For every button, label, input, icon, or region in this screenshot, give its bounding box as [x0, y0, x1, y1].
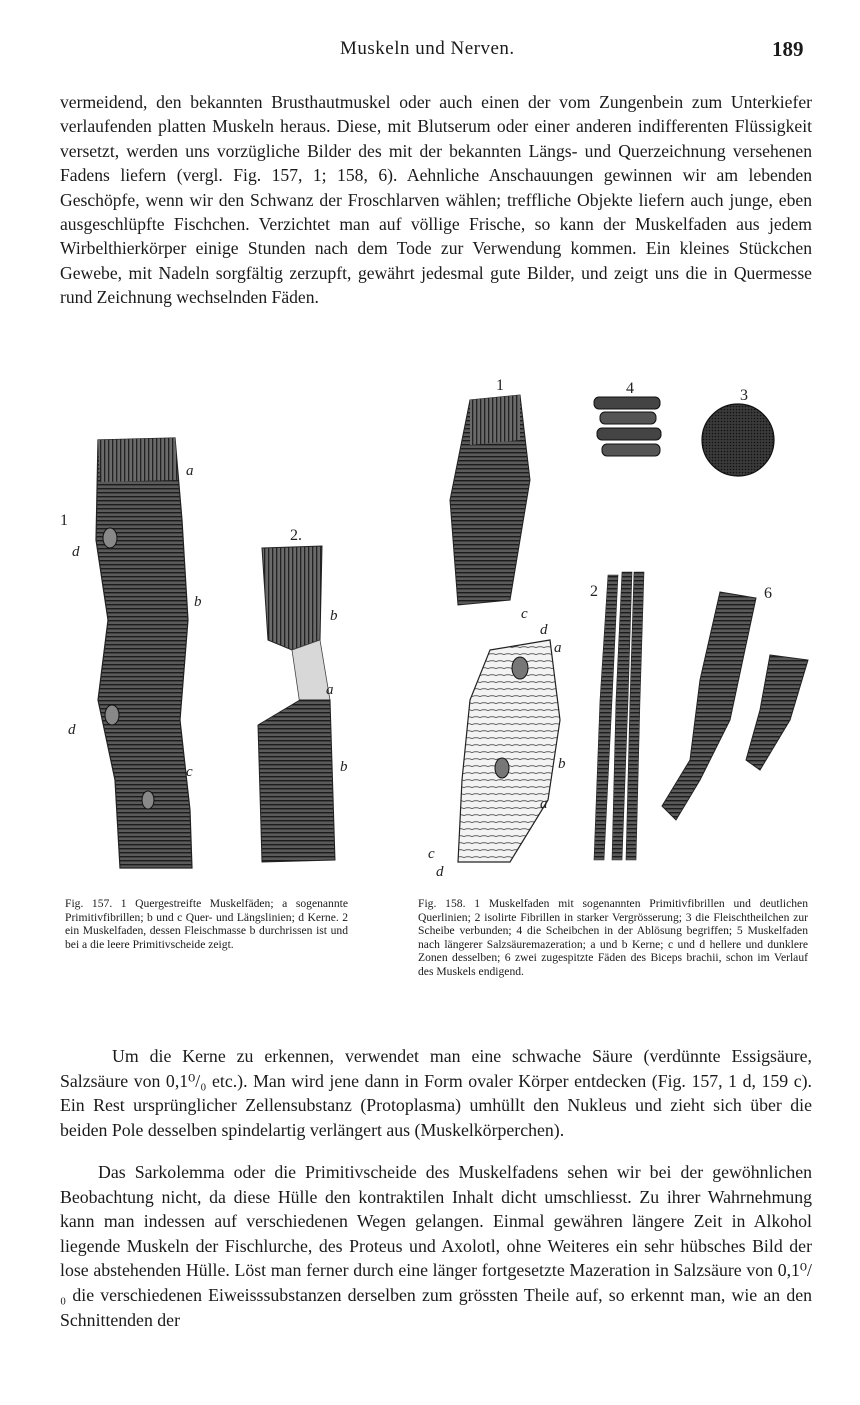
fig158-label-4: 4 — [626, 380, 634, 397]
fig158-disc-3 — [702, 404, 774, 476]
fig157-label-2: 2. — [290, 527, 302, 544]
fig157-label-c: c — [186, 764, 193, 780]
fig157-label-a2: a — [326, 682, 334, 698]
fig157-label-d: d — [72, 544, 80, 560]
fig158-fibres-6 — [662, 592, 808, 820]
fig157-label-b2: b — [330, 608, 338, 624]
fig158-label-2: 2 — [590, 583, 598, 600]
fig158-discs-4 — [594, 397, 661, 456]
fig158-label-c: c — [521, 606, 528, 622]
fig158-label-b: b — [558, 756, 566, 772]
fig158-label-d: d — [540, 622, 548, 638]
fig158-label-c2: c — [428, 846, 435, 862]
fig157-fibre-2 — [258, 546, 335, 862]
fig158-label-6: 6 — [764, 585, 772, 602]
fig158-label-d2: d — [436, 864, 444, 880]
fig157-label-1: 1 — [60, 512, 68, 529]
fig158-fibre-1 — [450, 395, 530, 605]
fig158-label-1: 1 — [496, 377, 504, 394]
running-title: Muskeln und Nerven. — [340, 38, 515, 59]
paragraph-3: Das Sarkolemma oder die Primitivscheide des Muskelfadens sehen wir bei der gewöhnlichen Beobachtung nicht, da diese Hülle den kontraktilen Inhalt dicht umschliesst. Zu ihrer Wahrnehmung kann man indessen auf verschiedenen Wegen gelangen. Einmal gewähren längere Zeit in Alkohol liegende Muskeln der Fischlurche, des Proteus und Axolotl, ohne Weiteres ein sehr hübsches Bild der lose abstehenden Hülle. Löst man ferner durch eine länger fortgesetzte Mazeration in Salzsäure von 0,1⁰/₀ die verschiedenen Eiweisssubstanzen derselben zum grössten Theile auf, so erkennt man, wie an den Schnittenden der — [60, 1162, 812, 1330]
fig158-label-a2: a — [540, 796, 548, 812]
figure-157-caption: Fig. 157. 1 Quergestreifte Muskelfäden; a sogenannte Primitivfibrillen; b und c Quer- und Längslinien; d Kerne. 2 ein Muskelfaden, dessen Fleischmasse b durchrissen ist und bei a die leere Primitivscheide zeigt. — [65, 897, 348, 951]
page-number: 189 — [772, 37, 804, 61]
fig157-label-d2: d — [68, 722, 76, 738]
fig158-label-a: a — [554, 640, 562, 656]
fig157-label-a: a — [186, 463, 194, 479]
paragraph-1: vermeidend, den bekannten Brusthautmuskel oder auch einen der vom Zungenbein zum Unterkiefer verlaufenden platten Muskeln heraus. Diese, mit Blutserum oder einer anderen indifferenten Flüssigkeit versetzt, werden uns vorzügliche Bilder des mit der bekannten Längs- und Querzeichnung versehenen Fadens liefern (vergl. Fig. 157, 1; 158, 6). Aehnliche Anschauungen gewinnen wir am lebenden Geschöpfe, wenn wir den Schwanz der Froschlarven wählen; treffliche Objekte liefern auch junge, eben ausgeschlüpfte Fischchen. Verzichtet man auf völlige Frische, so kann der Muskelfaden aus jedem Wirbelthierkörper einige Stunden nach dem Tode zur Verwendung kommen. Ein kleines Stückchen Gewebe, mit Nadeln sorgfältig zerzupft, gewährt jedesmal gute Bilder, und zeigt uns die in Quermesse rund Zeichnung wechselnden Fäden. — [60, 92, 812, 308]
fig157-label-b3: b — [340, 759, 348, 775]
fig158-fibre-5 — [458, 640, 560, 862]
figure-158-caption: Fig. 158. 1 Muskelfaden mit sogenannten Primitivfibrillen und deutlichen Querlinien; 2 isolirte Fibrillen in starker Vergrösserung; 3 die Fleischtheilchen zur Scheibe verbunden; 4 die Scheibchen in der Ablösung begriffen; 5 Muskelfaden nach längerer Salzsäuremazeration; a und b Kerne; c und d hellere und dunklere Zonen desselben; 6 zwei zugespitzte Fäden des Biceps brachii, schon im Verlauf des Muskels endigend. — [418, 897, 808, 978]
fig157-label-b: b — [194, 594, 202, 610]
paragraph-2: Um die Kerne zu erkennen, verwendet man eine schwache Säure (verdünnte Essigsäure, Salzsäure von 0,1⁰/₀ etc.). Man wird jene dann in Form ovaler Körper entdecken (Fig. 157, 1 d, 159 c). Ein Rest ursprünglicher Zellensubstanz (Protoplasma) umhüllt den Nukleus und zieht sich über die beiden Pole desselben spindelartig verlängert aus (Muskelkörperchen). — [60, 1046, 812, 1140]
fig158-fibrils-2 — [594, 572, 644, 860]
fig158-label-3: 3 — [740, 387, 748, 404]
fig157-fibre-1 — [96, 438, 192, 868]
